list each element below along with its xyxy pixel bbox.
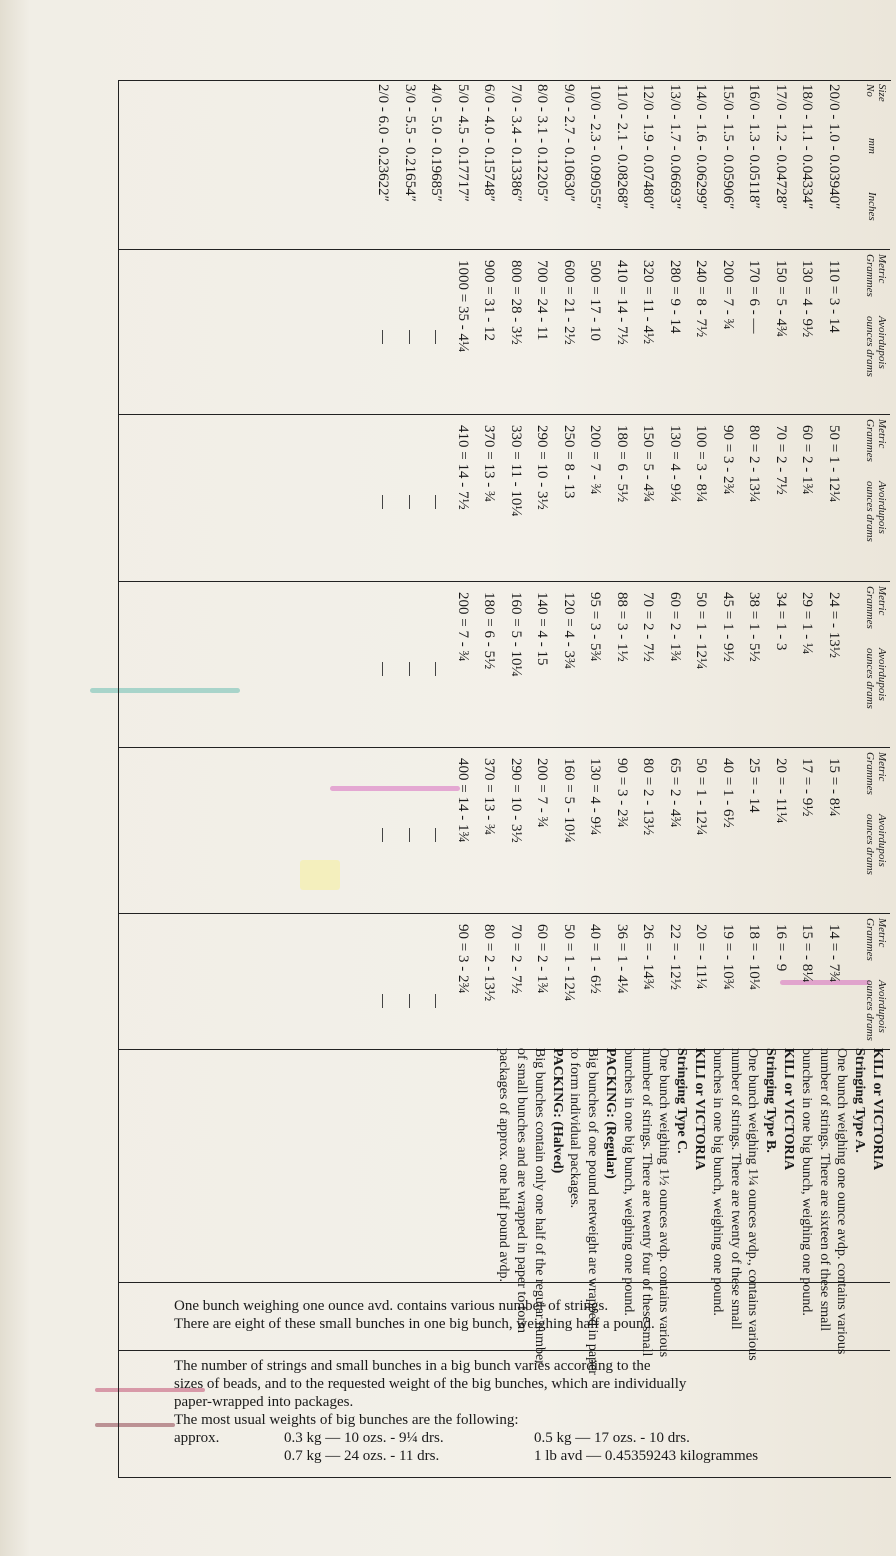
size-value: 11/0 - 2.1 - 0.08268″ bbox=[614, 84, 630, 209]
weight-05kg: 0.5 kg — 17 ozs. - 10 drs. bbox=[534, 1430, 690, 1446]
weight-value: 26 = - 14¾ bbox=[640, 924, 657, 990]
weight-03kg: 0.3 kg — 10 ozs. - 9¼ drs. bbox=[284, 1430, 444, 1446]
weight-value: 110 = 3 - 14 bbox=[826, 260, 842, 333]
weight-value: 160 = 5 - 10¼ bbox=[561, 758, 577, 843]
weight-row bbox=[690, 748, 714, 913]
weight-row bbox=[663, 914, 687, 1049]
weight-row bbox=[663, 582, 687, 747]
empty-cell-dash bbox=[436, 330, 437, 344]
header-metric bbox=[864, 918, 888, 961]
weight-value: 180 = 6 - 5½ bbox=[481, 592, 498, 670]
header-grammes-label: Grammes bbox=[864, 918, 876, 961]
header-metric-label: Metric bbox=[876, 254, 888, 284]
weight-row bbox=[637, 415, 661, 581]
weight-value: 24 = - 13½ bbox=[826, 592, 842, 658]
size-value: 8/0 - 3.1 - 0.12205″ bbox=[534, 84, 551, 202]
size-value: 2/0 - 6.0 - 0.23622″ bbox=[375, 84, 392, 202]
weight-row bbox=[716, 748, 740, 913]
size-row bbox=[769, 80, 793, 249]
note-c-text: One bunch weighing 1½ ounces avdp. contains various number of strings. There are twenty four of these small bunches in one big bunch, weighing one pound. bbox=[620, 1048, 672, 1358]
weight-value: 60 = 2 - 1¾ bbox=[667, 592, 683, 662]
weight-row bbox=[531, 582, 555, 747]
weight-value: 50 = 1 - 12¼ bbox=[693, 592, 710, 670]
weight-value: 15 = - 8¼ bbox=[799, 924, 816, 983]
header-no-label: No bbox=[864, 84, 876, 97]
weight-row bbox=[504, 415, 528, 581]
weight-value: 200 = 7 - ¾ bbox=[455, 592, 471, 662]
weight-value: 90 = 3 - 2¾ bbox=[614, 758, 630, 828]
weight-value: 20 = - 11¼ bbox=[693, 924, 710, 990]
weight-row bbox=[796, 914, 820, 1049]
header-avoirdupois bbox=[864, 814, 888, 875]
weight-row bbox=[610, 250, 634, 414]
weight-row bbox=[451, 748, 475, 913]
weight-row bbox=[372, 250, 396, 414]
weight-row bbox=[796, 415, 820, 581]
weight-row bbox=[822, 250, 846, 414]
footer-small-bunch-note bbox=[118, 1282, 890, 1350]
weight-row bbox=[504, 250, 528, 414]
weight-value: 70 = 2 - 7½ bbox=[508, 924, 524, 994]
header-avoirdupois bbox=[864, 316, 888, 377]
note-c-title: KILI or VICTORIA bbox=[692, 1048, 708, 1171]
header-inches: Inches bbox=[866, 192, 878, 221]
empty-cell-dash bbox=[383, 994, 384, 1008]
weight-value: 320 = 11 - 4½ bbox=[640, 260, 657, 345]
size-row bbox=[610, 80, 634, 249]
weight-row bbox=[451, 582, 475, 747]
note-a-text: One bunch weighing one ounce avdp. contains various number of strings. There are sixteen of these small bunches in one big bunch, weighing one pound. bbox=[798, 1048, 850, 1355]
header-size bbox=[864, 84, 888, 102]
weight-value: 370 = 13 - ¾ bbox=[481, 425, 498, 503]
weight-row bbox=[557, 250, 581, 414]
weight-row bbox=[663, 748, 687, 913]
header-metric bbox=[864, 254, 888, 297]
header-ounces-drams-label: ounces drams bbox=[864, 980, 876, 1041]
weight-1lb: 1 lb avd — 0.45359243 kilogrammes bbox=[534, 1448, 759, 1464]
weight-group-column bbox=[118, 582, 890, 748]
weight-row bbox=[531, 415, 555, 581]
weight-value: 120 = 4 - 3¾ bbox=[561, 592, 577, 670]
weight-row bbox=[690, 415, 714, 581]
weight-row bbox=[557, 415, 581, 581]
header-metric bbox=[864, 752, 888, 795]
weight-row bbox=[690, 250, 714, 414]
weight-row bbox=[584, 582, 608, 747]
header-ounces-drams-label: ounces drams bbox=[864, 814, 876, 875]
weight-row bbox=[716, 582, 740, 747]
weight-row bbox=[398, 415, 422, 581]
header-metric-label: Metric bbox=[876, 918, 888, 948]
size-value: 18/0 - 1.1 - 0.04334″ bbox=[799, 84, 816, 210]
size-row bbox=[451, 80, 475, 249]
weight-group-header bbox=[854, 250, 890, 414]
header-grammes-label: Grammes bbox=[864, 752, 876, 795]
weight-value: 290 = 10 - 3½ bbox=[534, 425, 551, 510]
note-b-title: KILI or VICTORIA bbox=[781, 1048, 797, 1171]
note-a-title: KILI or VICTORIA bbox=[870, 1048, 885, 1171]
footer2-line4: The most usual weights of big bunches are the following: bbox=[174, 1412, 519, 1428]
header-avoirdupois-label: Avoirdupois bbox=[876, 316, 888, 369]
weight-value: 70 = 2 - 7½ bbox=[773, 425, 789, 495]
weight-row bbox=[716, 250, 740, 414]
size-column bbox=[118, 80, 890, 250]
size-row bbox=[743, 80, 767, 249]
weight-row bbox=[398, 250, 422, 414]
size-row bbox=[716, 80, 740, 249]
empty-cell-dash bbox=[383, 330, 384, 344]
weight-value: 90 = 3 - 2¾ bbox=[720, 425, 736, 495]
weight-value: 700 = 24 - 11 bbox=[534, 260, 551, 341]
weight-value: 180 = 6 - 5½ bbox=[614, 425, 630, 503]
weight-row bbox=[557, 582, 581, 747]
weight-value: 36 = 1 - 4¼ bbox=[614, 924, 630, 994]
weight-value: 150 = 5 - 4¾ bbox=[773, 260, 789, 338]
weight-value: 200 = 7 - ¾ bbox=[534, 758, 551, 828]
weight-row bbox=[451, 914, 475, 1049]
weight-row bbox=[690, 582, 714, 747]
weight-value: 170 = 6 - — bbox=[746, 260, 763, 334]
header-ounces-drams-label: ounces drams bbox=[864, 481, 876, 542]
weight-row bbox=[425, 250, 449, 414]
weight-row bbox=[796, 250, 820, 414]
size-row bbox=[584, 80, 608, 249]
size-row bbox=[822, 80, 846, 249]
weight-row bbox=[769, 250, 793, 414]
weight-value: 80 = 2 - 13¼ bbox=[746, 425, 763, 503]
weight-value: 80 = 2 - 13½ bbox=[640, 758, 657, 836]
weight-value: 130 = 4 - 9½ bbox=[799, 260, 816, 338]
weight-row bbox=[769, 415, 793, 581]
weight-row bbox=[610, 415, 634, 581]
weight-value: 38 = 1 - 5½ bbox=[746, 592, 763, 662]
weight-value: 40 = 1 - 6½ bbox=[720, 758, 736, 828]
weight-row bbox=[584, 748, 608, 913]
weight-07kg: 0.7 kg — 24 ozs. - 11 drs. bbox=[284, 1448, 440, 1464]
weight-row bbox=[769, 914, 793, 1049]
weight-group-header bbox=[854, 748, 890, 913]
size-row bbox=[663, 80, 687, 249]
weight-row bbox=[637, 748, 661, 913]
empty-cell-dash bbox=[409, 662, 410, 676]
weight-row bbox=[690, 914, 714, 1049]
weight-value: 90 = 3 - 2¾ bbox=[455, 924, 471, 994]
weight-group-column bbox=[118, 415, 890, 582]
weight-row bbox=[425, 914, 449, 1049]
header-metric-label: Metric bbox=[876, 752, 888, 782]
weight-row bbox=[398, 582, 422, 747]
weight-row bbox=[822, 582, 846, 747]
weight-value: 900 = 31 - 12 bbox=[481, 260, 498, 341]
header-metric bbox=[864, 586, 888, 629]
weights-grid bbox=[174, 1429, 890, 1465]
weight-value: 34 = 1 - 3 bbox=[773, 592, 789, 651]
weight-value: 1000 = 35 - 4¼ bbox=[455, 260, 471, 353]
weight-value: 88 = 3 - 1½ bbox=[614, 592, 630, 662]
weight-row bbox=[398, 748, 422, 913]
weight-value: 60 = 2 - 1¾ bbox=[534, 924, 551, 994]
weight-value: 200 = 7 - ¾ bbox=[720, 260, 736, 330]
size-value: 7/0 - 3.4 - 0.13386″ bbox=[508, 84, 524, 202]
header-grammes-label: Grammes bbox=[864, 419, 876, 462]
note-a-sub: Stringing Type A. bbox=[852, 1048, 868, 1153]
empty-cell-dash bbox=[409, 994, 410, 1008]
weight-row bbox=[743, 914, 767, 1049]
weight-value: 100 = 3 - 8¼ bbox=[693, 425, 710, 503]
footer2-line1: The number of strings and small bunches in a big bunch varies according to the bbox=[174, 1358, 651, 1374]
size-value: 12/0 - 1.9 - 0.07480″ bbox=[640, 84, 657, 210]
weight-value: 150 = 5 - 4¾ bbox=[640, 425, 657, 503]
weight-value: 240 = 8 - 7½ bbox=[693, 260, 710, 338]
weight-row bbox=[743, 748, 767, 913]
weight-row bbox=[557, 748, 581, 913]
size-weight-table bbox=[118, 80, 890, 1072]
header-avoirdupois bbox=[864, 980, 888, 1041]
header-mm: mm bbox=[866, 138, 878, 154]
weight-row bbox=[372, 582, 396, 747]
header-ounces-drams-label: ounces drams bbox=[864, 316, 876, 377]
footer2-line3: paper-wrapped into packages. bbox=[174, 1394, 354, 1410]
weight-value: 70 = 2 - 7½ bbox=[640, 592, 657, 662]
size-column-header bbox=[854, 80, 890, 249]
weight-row bbox=[584, 914, 608, 1049]
weight-value: 370 = 13 - ¾ bbox=[481, 758, 498, 836]
weight-value: 410 = 14 - 7½ bbox=[614, 260, 630, 345]
empty-cell-dash bbox=[409, 330, 410, 344]
size-row bbox=[425, 80, 449, 249]
weight-value: 65 = 2 - 4¾ bbox=[667, 758, 683, 828]
header-grammes-label: Grammes bbox=[864, 254, 876, 297]
size-value: 3/0 - 5.5 - 0.21654″ bbox=[402, 84, 418, 202]
weight-row bbox=[372, 914, 396, 1049]
header-grammes-label: Grammes bbox=[864, 586, 876, 629]
weight-value: 25 = - 14 bbox=[746, 758, 763, 813]
size-value: 6/0 - 4.0 - 0.15748″ bbox=[481, 84, 498, 202]
note-b-text: One bunch weighing 1¼ ounces avdp., contains various number of strings. There are twenty of these small bunches in one big bunch, weighing one pound. bbox=[709, 1048, 761, 1361]
size-value: 15/0 - 1.5 - 0.05906″ bbox=[720, 84, 736, 210]
weight-row bbox=[451, 415, 475, 581]
weight-row bbox=[663, 415, 687, 581]
weight-value: 140 = 4 - 15 bbox=[534, 592, 551, 666]
empty-cell-dash bbox=[409, 828, 410, 842]
weight-row bbox=[769, 582, 793, 747]
weight-group-column bbox=[118, 748, 890, 914]
weight-row bbox=[425, 582, 449, 747]
size-row bbox=[478, 80, 502, 249]
weight-row bbox=[637, 582, 661, 747]
weight-row bbox=[504, 582, 528, 747]
weight-value: 800 = 28 - 3½ bbox=[508, 260, 524, 345]
weight-value: 16 = - 9 bbox=[773, 924, 789, 972]
weight-row bbox=[769, 748, 793, 913]
footer-weights-note bbox=[118, 1350, 890, 1476]
weight-value: 290 = 10 - 3½ bbox=[508, 758, 524, 843]
header-avoirdupois-label: Avoirdupois bbox=[876, 481, 888, 534]
weight-value: 14 = - 7¾ bbox=[826, 924, 842, 983]
weight-row bbox=[451, 250, 475, 414]
size-row bbox=[796, 80, 820, 249]
weight-value: 40 = 1 - 6½ bbox=[587, 924, 604, 994]
empty-cell-dash bbox=[436, 828, 437, 842]
weight-value: 19 = - 10¾ bbox=[720, 924, 736, 990]
weight-group-column bbox=[118, 250, 890, 415]
weight-value: 50 = 1 - 12¼ bbox=[561, 924, 577, 1002]
weight-group-header bbox=[854, 415, 890, 581]
header-avoirdupois bbox=[864, 648, 888, 709]
header-size-label: Size bbox=[876, 84, 888, 102]
note-c-sub: Stringing Type C. bbox=[674, 1048, 690, 1154]
size-row bbox=[398, 80, 422, 249]
weight-row bbox=[531, 748, 555, 913]
header-avoirdupois-label: Avoirdupois bbox=[876, 814, 888, 867]
weight-value: 17 = - 9½ bbox=[799, 758, 816, 817]
size-value: 14/0 - 1.6 - 0.06299″ bbox=[693, 84, 710, 210]
footer2-line2: sizes of beads, and to the requested weight of the big bunches, which are individually bbox=[174, 1376, 687, 1392]
size-row bbox=[531, 80, 555, 249]
weight-row bbox=[716, 914, 740, 1049]
weight-row bbox=[610, 914, 634, 1049]
weight-row bbox=[796, 748, 820, 913]
size-row bbox=[637, 80, 661, 249]
weight-value: 50 = 1 - 12¼ bbox=[826, 425, 842, 503]
packing-regular-text: Big bunches of one pound netweight are wrapped in paper to form individual packages. bbox=[567, 1048, 601, 1375]
weight-row bbox=[478, 415, 502, 581]
weight-value: 130 = 4 - 9¼ bbox=[667, 425, 683, 503]
weight-row bbox=[637, 250, 661, 414]
weight-row bbox=[584, 415, 608, 581]
weight-value: 130 = 4 - 9¼ bbox=[587, 758, 604, 836]
weight-row bbox=[398, 914, 422, 1049]
weight-row bbox=[425, 748, 449, 913]
weight-row bbox=[425, 415, 449, 581]
packing-regular-title: PACKING: (Regular) bbox=[603, 1048, 619, 1179]
weight-group-header bbox=[854, 582, 890, 747]
weight-row bbox=[822, 748, 846, 913]
weight-value: 50 = 1 - 12¼ bbox=[693, 758, 710, 836]
weight-value: 160 = 5 - 10¼ bbox=[508, 592, 524, 677]
size-value: 10/0 - 2.3 - 0.09055″ bbox=[587, 84, 604, 210]
weight-row bbox=[478, 914, 502, 1049]
weight-row bbox=[716, 415, 740, 581]
footer1-line2: There are eight of these small bunches in one big bunch, weighing half a pound. bbox=[174, 1316, 655, 1332]
weight-value: 29 = 1 - ¼ bbox=[799, 592, 816, 655]
weight-value: 80 = 2 - 13½ bbox=[481, 924, 498, 1002]
weight-value: 410 = 14 - 7½ bbox=[455, 425, 471, 510]
weight-row bbox=[504, 914, 528, 1049]
weight-value: 15 = - 8¼ bbox=[826, 758, 842, 817]
weight-value: 500 = 17 - 10 bbox=[587, 260, 604, 341]
weight-row bbox=[557, 914, 581, 1049]
header-metric bbox=[864, 419, 888, 462]
header-avoirdupois bbox=[864, 481, 888, 542]
weight-group-column bbox=[118, 914, 890, 1050]
empty-cell-dash bbox=[383, 662, 384, 676]
weight-value: 45 = 1 - 9½ bbox=[720, 592, 736, 662]
weight-value: 600 = 21 - 2½ bbox=[561, 260, 577, 345]
weight-row bbox=[822, 914, 846, 1049]
weight-row bbox=[743, 415, 767, 581]
weight-value: 250 = 8 - 13 bbox=[561, 425, 577, 499]
weight-row bbox=[478, 748, 502, 913]
empty-cell-dash bbox=[436, 495, 437, 509]
weight-row bbox=[478, 250, 502, 414]
size-value: 20/0 - 1.0 - 0.03940″ bbox=[826, 84, 842, 210]
header-metric-label: Metric bbox=[876, 586, 888, 616]
weight-row bbox=[610, 582, 634, 747]
weight-row bbox=[743, 250, 767, 414]
weight-row bbox=[372, 748, 396, 913]
approx-label: approx. bbox=[174, 1430, 220, 1446]
footer1-line1: One bunch weighing one ounce avd. contains various number of strings. bbox=[174, 1298, 609, 1314]
header-metric-label: Metric bbox=[876, 419, 888, 449]
size-value: 13/0 - 1.7 - 0.06693″ bbox=[667, 84, 683, 210]
size-value: 17/0 - 1.2 - 0.04728″ bbox=[773, 84, 789, 210]
note-b-sub: Stringing Type B. bbox=[763, 1048, 779, 1153]
weight-row bbox=[504, 748, 528, 913]
packing-halved-text: Big bunches contain only one half of the regular number of small bunches and are wrapped in paper to form packages of approx. one half pound avdp. bbox=[496, 1048, 547, 1365]
weight-row bbox=[478, 582, 502, 747]
weight-row bbox=[372, 415, 396, 581]
weight-group-header bbox=[854, 914, 890, 1049]
weight-value: 60 = 2 - 1¾ bbox=[799, 425, 816, 495]
size-value: 5/0 - 4.5 - 0.17717″ bbox=[455, 84, 471, 202]
size-value: 4/0 - 5.0 - 0.19685″ bbox=[428, 84, 445, 202]
weight-row bbox=[531, 250, 555, 414]
weight-value: 18 = - 10¼ bbox=[746, 924, 763, 990]
size-value: 16/0 - 1.3 - 0.05118″ bbox=[746, 84, 763, 209]
size-row bbox=[504, 80, 528, 249]
empty-cell-dash bbox=[436, 994, 437, 1008]
header-avoirdupois-label: Avoirdupois bbox=[876, 980, 888, 1033]
weight-row bbox=[531, 914, 555, 1049]
empty-cell-dash bbox=[436, 662, 437, 676]
empty-cell-dash bbox=[383, 828, 384, 842]
weight-row bbox=[584, 250, 608, 414]
header-avoirdupois-label: Avoirdupois bbox=[876, 648, 888, 701]
weight-row bbox=[822, 415, 846, 581]
weight-value: 400 = 14 - 1¾ bbox=[455, 758, 471, 843]
weight-value: 95 = 3 - 5¾ bbox=[587, 592, 604, 662]
weight-row bbox=[743, 582, 767, 747]
header-ounces-drams-label: ounces drams bbox=[864, 648, 876, 709]
packing-halved-title: PACKING: (Halved) bbox=[549, 1048, 565, 1174]
empty-cell-dash bbox=[409, 495, 410, 509]
size-row bbox=[557, 80, 581, 249]
weight-row bbox=[663, 250, 687, 414]
weight-value: 20 = - 11¼ bbox=[773, 758, 789, 824]
size-value: 9/0 - 2.7 - 0.10630″ bbox=[561, 84, 577, 202]
empty-cell-dash bbox=[383, 495, 384, 509]
weight-row bbox=[610, 748, 634, 913]
weight-row bbox=[796, 582, 820, 747]
weight-value: 280 = 9 - 14 bbox=[667, 260, 683, 334]
size-row bbox=[372, 80, 396, 249]
weight-value: 330 = 11 - 10¼ bbox=[508, 425, 524, 517]
size-row bbox=[690, 80, 714, 249]
weight-row bbox=[637, 914, 661, 1049]
weight-value: 200 = 7 - ¾ bbox=[587, 425, 604, 495]
weight-value: 22 = - 12½ bbox=[667, 924, 683, 990]
